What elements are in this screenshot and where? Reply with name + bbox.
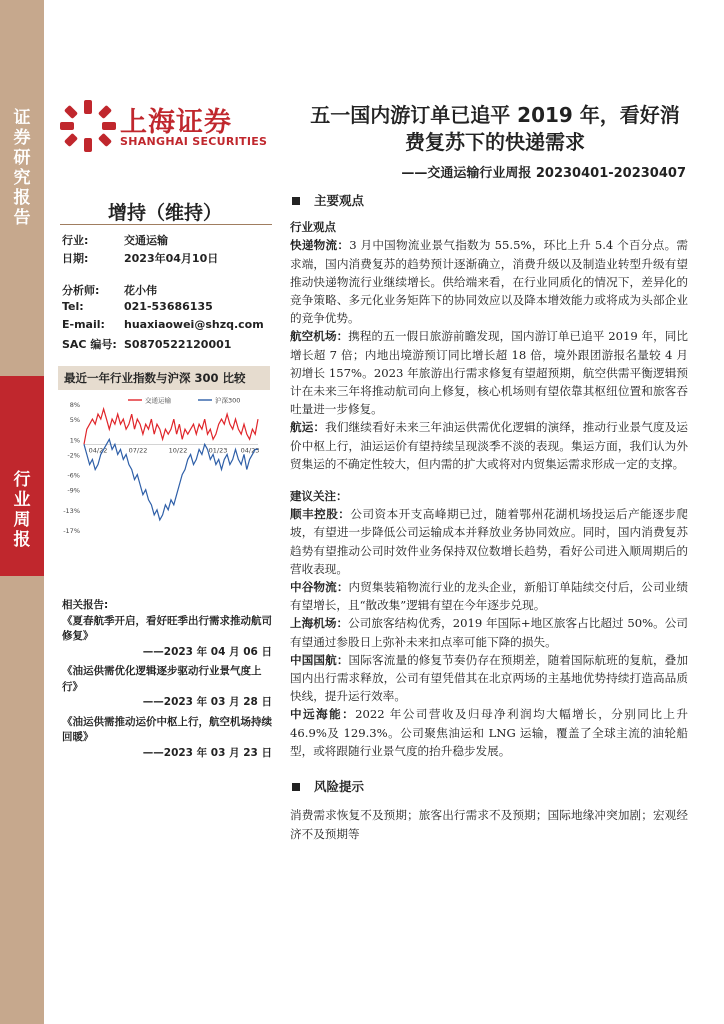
para-lead: 航空机场： xyxy=(290,329,349,344)
legend-label: 交通运输 xyxy=(145,396,171,405)
para-text: 我们继续看好未来三年油运供需优化逻辑的演绎，推动行业景气度及运价中枢上行，油运运价有望持续呈现淡季不淡的表现。集运方面，我们认为外贸集运的不确定性较大，但内需的扩大或将对内贸集运需求形成一定的支撑。 xyxy=(290,420,688,471)
analyst-value: 021-53686135 xyxy=(124,300,213,313)
x-tick-label: 04/23 xyxy=(240,446,260,455)
main-content xyxy=(290,192,688,843)
y-tick-label: -2% xyxy=(67,451,80,460)
related-item-date: ——2023 年 03 月 23 日 xyxy=(142,746,272,759)
rating: 增持（维持） xyxy=(107,202,222,224)
info-value: 交通运输 xyxy=(124,234,168,247)
square-bullet-icon xyxy=(292,783,300,791)
square-bullet-icon xyxy=(292,197,300,205)
sidebar-mid-label xyxy=(0,470,44,550)
suggest-para xyxy=(290,705,688,760)
para-lead: 中谷物流： xyxy=(290,580,349,595)
x-tick-label: 01/23 xyxy=(208,446,228,455)
report-subtitle: ——交通运输行业周报 20230401-20230407 xyxy=(401,166,686,181)
related-item[interactable] xyxy=(62,614,272,645)
analyst-value: S0870522120001 xyxy=(124,338,232,351)
analyst-label: SAC 编号: xyxy=(62,338,117,351)
index-chart xyxy=(58,366,270,542)
title-line-1: 五一国内游订单已追平 2019 年，看好消 xyxy=(310,103,680,127)
y-tick-label: 5% xyxy=(69,416,80,425)
related-item-text: 《油运供需推动运价中枢上行，航空机场持续回暖》 xyxy=(62,715,272,743)
brand-name-en: SHANGHAI SECURITIES xyxy=(120,135,268,148)
section-title: 主要观点 xyxy=(314,193,365,208)
section-main-views xyxy=(290,192,688,210)
brand-name-cn: 上海证券 xyxy=(120,107,232,138)
sidebar-top-label xyxy=(0,108,44,228)
series-line-0 xyxy=(84,409,258,444)
analyst-value: 花小伟 xyxy=(124,284,157,297)
view-para xyxy=(290,418,688,473)
sidebar-mid-text: 行 业 周 报 xyxy=(13,470,31,550)
suggest-para xyxy=(290,505,688,578)
analyst-label: E-mail: xyxy=(62,318,105,331)
chart-title: 最近一年行业指数与沪深 300 比较 xyxy=(58,366,270,390)
analyst-tel xyxy=(62,300,213,313)
suggest-para xyxy=(290,651,688,706)
suggest-title: 建议关注： xyxy=(290,489,348,504)
related-reports xyxy=(62,598,272,765)
para-text: 内贸集装箱物流行业的龙头企业，新船订单陆续交付后，公司业绩有望增长，且“散改集”逻辑有望在今年逐步兑现。 xyxy=(290,580,688,613)
analyst-sac xyxy=(62,336,231,352)
analyst-label: 分析师: xyxy=(62,284,100,297)
section-title: 风险提示 xyxy=(314,779,365,795)
para-lead: 顺丰控股： xyxy=(290,507,351,522)
related-item-date: ——2023 年 03 月 28 日 xyxy=(142,696,272,708)
brand-logo-icon xyxy=(58,98,118,154)
title-line-2: 费复苏下的快递需求 xyxy=(405,130,585,154)
chart-plot xyxy=(58,392,270,542)
para-lead: 中远海能： xyxy=(290,707,356,722)
y-tick-label: -13% xyxy=(63,506,80,515)
analyst-value[interactable]: huaxiaowei@shzq.com xyxy=(124,318,264,331)
section-risk xyxy=(290,778,688,796)
report-title xyxy=(290,102,700,156)
para-text: 3 月中国物流业景气指数为 55.5%，环比上升 5.4 个百分点。需求端，国内消费复苏的趋势预计逐渐确立，消费升级以及制造业转型升级有望推动快递物流行业继续增长。供给端来看，在行业同质化的情况下，差异化的竞争策略、多元化业务矩阵下的协同效应以及降本增效能力或将成为头部企业的竞争优势。 xyxy=(290,238,688,326)
y-tick-label: 1% xyxy=(69,436,80,445)
y-tick-label: -9% xyxy=(67,486,80,495)
analyst-email xyxy=(62,318,264,331)
para-text: 2022 年公司营收及归母净利润均大幅增长，分别同比上升 46.9%及 129.3%。公司聚焦油运和 LNG 运输，覆盖了全球主流的油轮船型，或将跟随行业景气度的抬升稳步发展。 xyxy=(290,707,688,758)
para-text: 公司旅客结构优秀，2019 年国际+地区旅客占比超过 50%。公司有望通过参股日上弥补未来扣点率可能下降的损失。 xyxy=(290,616,688,649)
view-para xyxy=(290,327,688,418)
para-text: 国际客流量的修复节奏仍存在预期差，随着国际航班的复航，叠加国内出行需求释放，公司有望凭借其在北京两场的主基地优势持续打造高品质快线，提升运行效率。 xyxy=(290,652,688,704)
analyst-name xyxy=(62,282,157,298)
related-item-text: 《油运供需优化逻辑逐步驱动行业景气度上行》 xyxy=(62,665,262,693)
x-tick-label: 07/22 xyxy=(128,446,148,455)
y-tick-label: -6% xyxy=(67,471,80,480)
info-label: 日期: xyxy=(62,252,89,265)
related-item-date: ——2023 年 04 月 06 日 xyxy=(142,645,272,658)
related-item[interactable] xyxy=(62,715,272,746)
y-tick-label: -17% xyxy=(63,527,80,535)
info-date xyxy=(62,250,218,266)
risk-text: 消费需求恢复不及预期；旅客出行需求不及预期；国际地缘冲突加剧；宏观经济不及预期等 xyxy=(290,808,688,841)
related-title: 相关报告: xyxy=(62,599,109,611)
suggest-para xyxy=(290,578,688,614)
para-text: 携程的五一假日旅游前瞻发现，国内游订单已追平 2019 年，同比增长超 7 倍；内地出境游预订同比增长超 18 倍，境外跟团游报名量较 4 月初增长 157%。2023 年旅游出行需求修复有望超预期，航空供需平衡逻辑预计在未来三年将推动航司向上修复，核心机场则有望依靠其枢纽位置和旅客吞吐量进一步修复。 xyxy=(290,329,688,417)
related-item-text: 《夏春航季开启，看好旺季出行需求推动航司修复》 xyxy=(62,614,272,642)
sidebar-top-text: 证 券 研 究 报 告 xyxy=(13,108,31,228)
analyst-label: Tel: xyxy=(62,300,84,313)
y-tick-label: 8% xyxy=(69,401,80,409)
legend-label: 沪深300 xyxy=(215,396,241,405)
para-lead: 快递物流： xyxy=(290,238,350,253)
rating-divider xyxy=(60,224,272,225)
para-lead: 中国国航： xyxy=(290,652,349,667)
x-tick-label: 04/22 xyxy=(88,446,108,455)
suggest-para xyxy=(290,614,688,650)
x-tick-label: 10/22 xyxy=(168,446,188,455)
related-item[interactable] xyxy=(62,664,272,695)
info-industry xyxy=(62,232,168,248)
info-value: 2023年04月10日 xyxy=(124,252,219,265)
industry-view-title: 行业观点 xyxy=(290,220,336,235)
para-lead: 上海机场： xyxy=(290,616,349,631)
info-label: 行业: xyxy=(62,234,89,247)
para-lead: 航运： xyxy=(290,420,326,435)
para-text: 公司资本开支高峰期已过，随着鄂州花湖机场投运后产能逐步爬坡，有望进一步降低公司运输成本并释放业务协同效应。同时，国内消费复苏趋势有望推动公司时效件业务保持双位数增长趋势，看好公司进入顺周期后的营收表现。 xyxy=(290,507,688,576)
view-para xyxy=(290,236,688,327)
